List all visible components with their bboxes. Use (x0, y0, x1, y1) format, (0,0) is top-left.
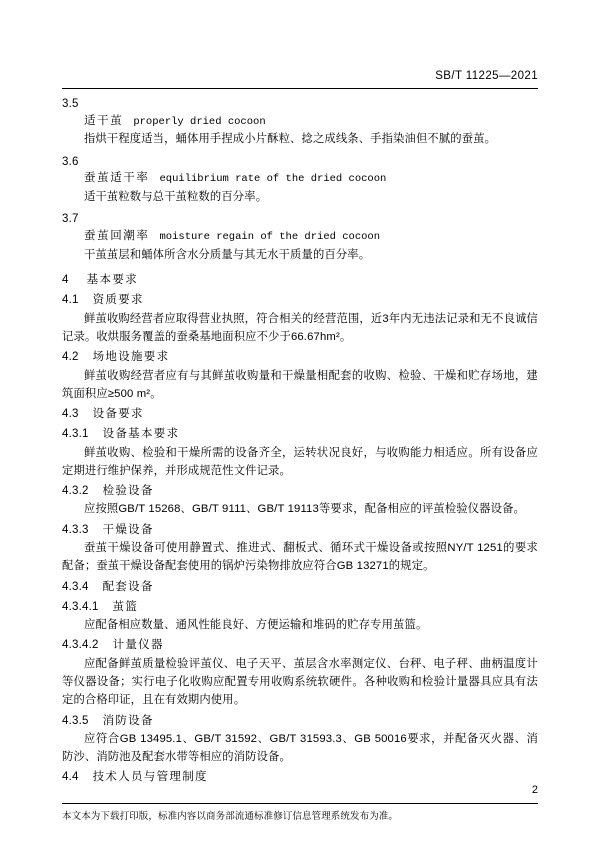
paragraph-text: 鲜茧收购经营者应取得营业执照，符合相关的经营范围，近3年内无违法记录和无不良诚信记录。收烘服务覆盖的蚕桑基地面积应不少于66.67hm²。 (62, 312, 538, 343)
term-line (62, 170, 538, 188)
footer-note: 本文本为下载打印版，标准内容以商务部流通标准修订信息管理系统发布为准。 (62, 811, 399, 822)
section-number: 4.3.4.1 (62, 600, 99, 613)
section-paragraph: 应配备相应数量、通风性能良好、方便运输和堆码的贮存专用茧篮。 (84, 619, 428, 632)
section-number: 4.3.3 (62, 523, 89, 536)
term-chinese: 适干茧 (84, 114, 124, 127)
section-paragraph: 应符合GB 13495.1、GB/T 31592、GB/T 31593.3、GB 50016要求，并配备灭火器、消防沙、消防池及配套水带等相应的消防设备。 (62, 732, 538, 764)
section-number: 4.3.4 (62, 580, 89, 593)
section-number: 4.3 (62, 408, 79, 421)
term-entry (62, 211, 538, 264)
clause-number: 3.5 (62, 98, 79, 110)
section-number: 4.1 (62, 294, 79, 307)
section-heading (62, 713, 538, 730)
section-number: 4.4 (62, 771, 79, 784)
term-entry (62, 154, 538, 207)
section-title: 茧篮 (112, 600, 139, 613)
section-title: 配套设备 (102, 580, 154, 593)
section-title: 干燥设备 (102, 523, 154, 536)
section-title: 资质要求 (92, 294, 144, 307)
section-title: 场地设施要求 (92, 351, 170, 364)
term-definition: 适干茧粒数与总干茧粒数的百分率。 (84, 191, 268, 204)
clause-number: 3.6 (62, 155, 79, 168)
section-heading (62, 292, 538, 309)
section-paragraph (62, 310, 538, 347)
section-heading (62, 769, 538, 786)
chapter-title: 基本要求 (86, 274, 139, 287)
section-paragraph: 蚕茧干燥设备可使用静置式、推进式、翻板式、循环式干燥设备或按照NY/T 1251的要求配备；蚕茧干燥设备配套使用的锅炉污染物排放应符合GB 13271的规定。 (62, 541, 538, 573)
term-english: properly dried cocoon (133, 115, 266, 128)
term-english: equilibrium rate of the dried cocoon (159, 173, 387, 186)
section-number: 4.3.1 (62, 428, 89, 441)
section-heading (62, 483, 538, 500)
section-heading (62, 522, 538, 539)
section-number: 4.3.5 (62, 714, 89, 727)
section-paragraph: 应配备鲜茧质量检验评茧仪、电子天平、茧层含水率测定仪、台秤、电子秤、曲柄温度计等仪器设备；实行电子化收购应配置专用收购系统软硬件。各种收购和检验计量器具应具有法定的合格印证，且在有效期内使用。 (62, 657, 538, 707)
section-paragraph: 应按照GB/T 15268、GB/T 9111、GB/T 19113等要求，配备相应的评茧检验仪器设备。 (84, 503, 525, 516)
section-title: 设备要求 (92, 408, 144, 421)
standard-id: SB/T 11225—2021 (435, 70, 538, 82)
term-definition: 指烘干程度适当，蛹体用手捏成小片酥粒、捻之成线条、手指染油但不腻的蚕茧。 (84, 133, 497, 146)
term-english: moisture regain of the dried cocoon (159, 231, 381, 244)
term-entry (62, 96, 538, 149)
clause-number: 3.7 (62, 213, 79, 226)
term-definition: 干茧茧层和蛹体所含水分质量与其无水干质量的百分率。 (84, 248, 371, 261)
section-paragraph: 鲜茧收购经营者应有与其鲜茧收购量和干燥量相配套的收购、检验、干燥和贮存场地，建筑面积应≥500 m²。 (62, 369, 538, 400)
section-number: 4.3.4.2 (62, 639, 99, 652)
term-line (62, 113, 538, 131)
section-paragraph: 鲜茧收购、检验和干燥所需的设备齐全，运转状况良好，与收购能力相适应。所有设备应定期进行维护保养，并形成规范性文件记录。 (62, 446, 538, 477)
page-number: 2 (531, 784, 538, 796)
section-number: 4.3.2 (62, 485, 89, 498)
term-chinese: 蚕茧适干率 (84, 172, 150, 185)
section-heading (62, 599, 538, 616)
section-title: 设备基本要求 (102, 428, 180, 441)
document-body (62, 96, 538, 787)
section-heading (62, 637, 538, 654)
chapter-number: 4 (62, 274, 69, 287)
section-heading (62, 349, 538, 366)
chapter-heading (62, 272, 538, 289)
section-title: 技术人员与管理制度 (92, 771, 208, 784)
footer-rule (62, 803, 538, 804)
section-title: 消防设备 (102, 714, 154, 727)
term-line (62, 228, 538, 246)
section-heading (62, 579, 538, 596)
section-heading (62, 406, 538, 423)
section-title: 计量仪器 (112, 639, 164, 652)
page-header (435, 70, 538, 82)
section-number: 4.2 (62, 351, 79, 364)
section-title: 检验设备 (102, 485, 154, 498)
header-rule (62, 88, 538, 89)
section-heading (62, 426, 538, 443)
term-chinese: 蚕茧回潮率 (84, 230, 150, 243)
